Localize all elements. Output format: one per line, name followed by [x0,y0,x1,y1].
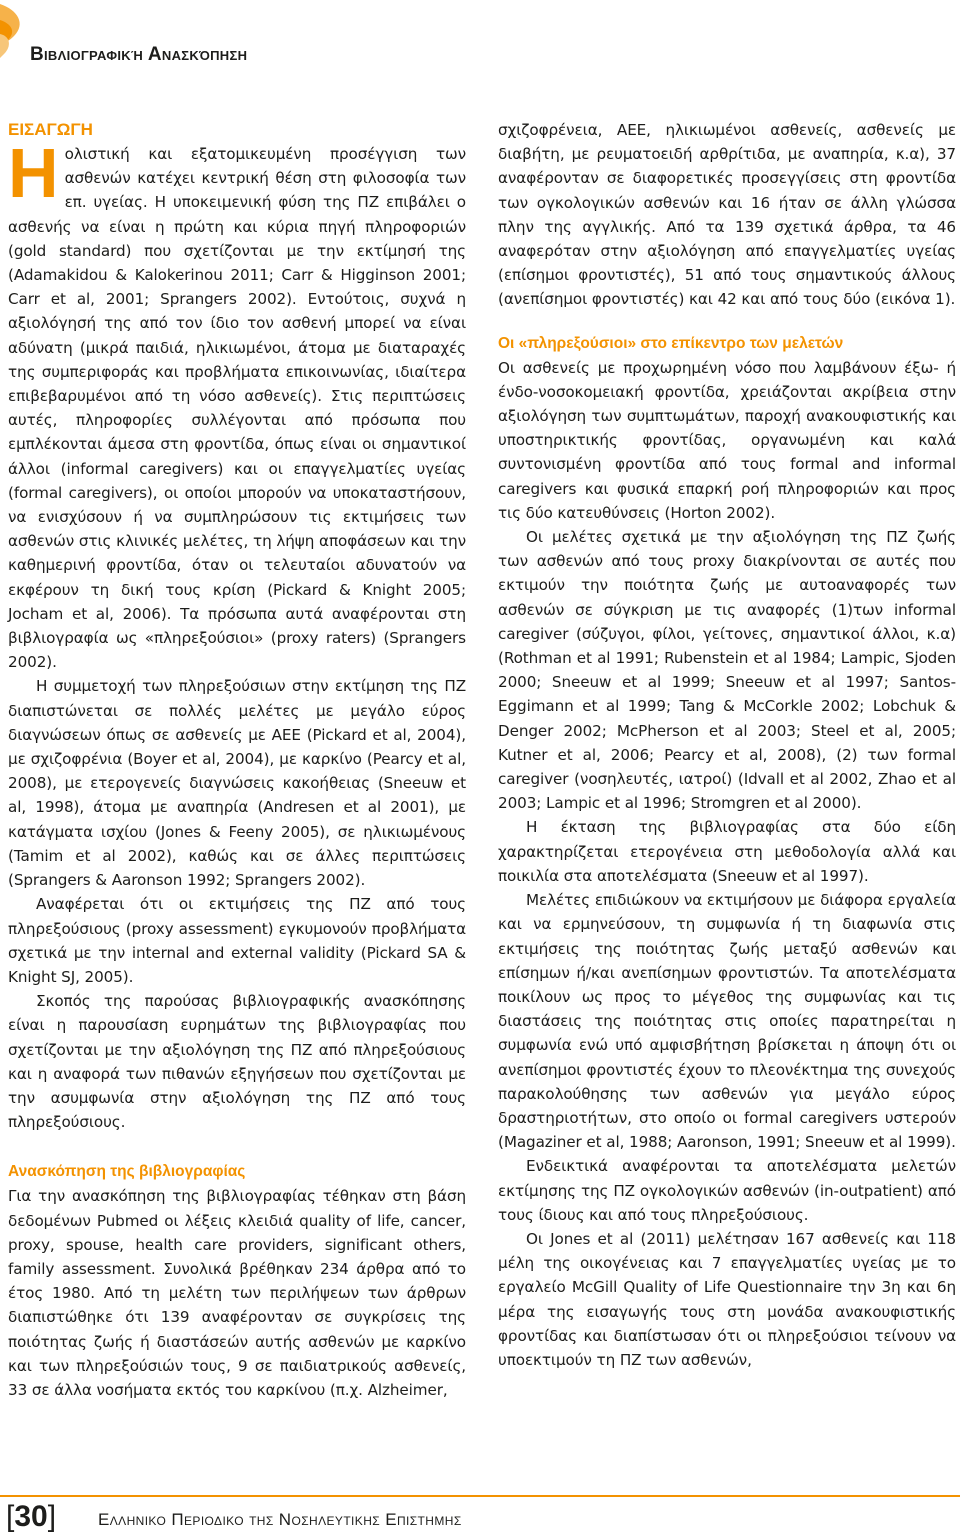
journal-name: Ελληνικο Περιοδικο της Νοσηλευτικης Επιστημης [98,1510,462,1529]
right-column [498,118,956,1372]
intro-heading: ΕΙΣΑΓΩΓΗ [8,120,93,139]
running-head: Βιβλιογραφική Ανασκόπηση [30,44,248,65]
intro-paragraph-3: Αναφέρεται ότι οι εκτιμήσεις της ΠΖ από τους πληρεξούσιους (proxy assessment) εγκυμονούν προβλήματα σχετικά με την internal and external validity (Pickard SA & Knight SJ, 2005). [8,895,466,986]
footer-rule [0,1495,960,1497]
page-number-value: 30 [14,1500,48,1533]
right-paragraph-4: Η έκταση της βιβλιογραφίας στα δύο είδη χαρακτηρίζεται ετερογένεια στη μεθοδολογία αλλά και ποικιλία στα αποτελέσματα (Sneeuw et al 1997). [498,818,956,885]
journal-logo-swirl-icon [0,0,32,60]
intro-paragraph-2: Η συμμετοχή των πληρεξούσιων στην εκτίμηση της ΠΖ διαπιστώνεται σε πολλές μελέτες με μεγάλο εύρος διαγνώσεων όπως σε ασθενείς με ΑΕΕ (Pickard et al, 2004), με σχιζοφρένια (Boyer et al, 2004), με καρκίνο (Pearcy et al, 2008), με ετερογενείς διαγνώσεις κακοήθειας (Sneeuw et al, 1998), άτομα με αναπηρία (Andresen et al 2001), με κατάγματα ισχίου (Jones & Feeny 2005), σε ηλικιωμένους (Tamim et al 2002), καθώς και σε άλλες περιπτώσεις (Sprangers & Aaronson 1992; Sprangers 2002). [8,677,466,890]
page-number: [30] [6,1500,57,1533]
intro-paragraph-4: Σκοπός της παρούσας βιβλιογραφικής ανασκόπησης είναι η παρουσίαση ευρημάτων της βιβλιογραφίας που σχετίζονται με την αξιολόγηση της ΠΖ από πληρεξούσιους και η αναφορά των πιθανών εξηγήσεων που σχετίζονται με την ασυμφωνία στην αξιολόγηση της ΠΖ από τους πληρεξούσιους. [8,992,466,1132]
proxies-heading: Οι «πληρεξούσιοι» στο επίκεντρο των μελετών [498,334,844,352]
right-paragraph-2: Οι ασθενείς με προχωρημένη νόσο που λαμβάνουν έξω- ή ένδο-νοσοκομειακή φροντίδα, χρειάζονται ακρίβεια στην αξιολόγηση των συμπτωμάτων, παροχή ανακουφιστικής και υποστηρικτικής φροντίδας, οργανωμένη και καλά συντονισμένη φροντίδα από τους formal and informal caregivers και φυσικά επαρκή ροή πληροφοριών και προς τις δύο κατευθύνσεις (Horton 2002). [498,358,956,522]
right-paragraph-7: Οι Jones et al (2011) μελέτησαν 167 ασθενείς και 118 μέλη της οικογένειας και 7 επαγγελματίες υγείας με το εργαλείο McGill Quality of Life Questionnaire την 3η και 6η μέρα της εισαγωγής τους στη μονάδα ανακουφιστικής φροντίδας και διαπίστωσαν ότι οι πληρεξούσιοι τείνουν να υποεκτιμούν τη ΠΖ των ασθενών, [498,1229,956,1369]
right-paragraph-1: σχιζοφρένεια, ΑΕΕ, ηλικιωμένοι ασθενείς, ασθενείς με διαβήτη, με ρευματοειδή αρθρίτιδα, με αναπηρία, κ.α), 37 αναφέρονταν σε διαφορετικές προσεγγίσεις στη φροντίδα των ογκολογικών ασθενών και 16 ήταν σε άλλη γλώσσα πλην της αγγλικής. Από τα 139 σχετικά άρθρα, τα 46 αναφερόταν στην αξιολόγηση από επαγγελματίες υγείας (επίσημοι φροντιστές), 51 από τους σημαντικούς άλλους (ανεπίσημοι φροντιστές) και 42 και από τους δύο (εικόνα 1). [498,121,956,309]
review-paragraph: Για την ανασκόπηση της βιβλιογραφίας τέθηκαν στη βάση δεδομένων Pubmed οι λέξεις κλειδιά quality of life, cancer, proxy, spouse, health care providers, significant others, family assessment. Συνολικά βρέθηκαν 234 άρθρα από το έτος 1980. Από τη μελέτη των περιλήψεων των άρθρων διαπιστώθηκε ότι 139 αναφέρονταν σε συγκρίσεις της ποιότητας ζωής ή διαστάσεών αυτής ασθενών με καρκίνο και των πληρεξούσιών τους, 9 σε παιδιατρικούς ασθενείς, 33 σε άλλα νοσήματα εκτός του καρκίνου (π.χ. Alzheimer, [8,1187,466,1399]
intro-paragraph-1: ολιστική και εξατομικευμένη προσέγγιση των ασθενών κατέχει κεντρική θέση στη φιλοσοφία των επ. υγείας. Η υποκειμενική φύση της ΠΖ επιβάλει ο ασθενής να είναι η πρώτη και κύρια πηγή πληροφοριών (gold standard) που σχετίζονται με την εκτίμησή της (Adamakidou & Kalokerinou 2011; Carr & Higginson 2001; Carr et al, 2001; Sprangers 2002). Εντούτοις, συχνά η αξιολόγησή της από τον ίδιο τον ασθενή μπορεί να είναι αδύνατη (μικρά παιδιά, ηλικιωμένοι, άτομα με διαταραχές της συμπεριφοράς και προβλήματα επικοινωνίας, ιδιαίτερα επιβεβαρυμένοι από τη νόσο ασθενείς). Στις περιπτώσεις αυτές, πληροφορίες συλλέγονται από πρόσωπα που εμπλέκονται άμεσα στη φροντίδα, όπως είναι οι σημαντικοί άλλοι (informal caregivers) και οι επαγγελματίες υγείας (formal caregivers), οι οποίοι μπορούν να υποκαταστήσουν, να ενισχύσουν ή να συμπληρώσουν τις εκτιμήσεις των ασθενών στις κλινικές μελέτες, τη λήψη αποφάσεων και την καθημερινή φροντίδα, όταν οι τελευταίοι αδυνατούν να εκφέρουν τη δική τους κρίση (Pickard & Knight 2005; Jocham et al, 2006). Τα πρόσωπα αυτά αναφέρονται στη βιβλιογραφία ως «πληρεξούσιοι» (proxy raters) (Sprangers 2002). [8,145,466,672]
right-paragraph-6: Ενδεικτικά αναφέρονται τα αποτελέσματα μελετών εκτίμησης της ΠΖ ογκολογικών ασθενών (in-outpatient) από τους ίδιους και από τους πληρεξούσιους. [498,1157,956,1224]
left-column [8,118,466,1402]
drop-cap: Η [8,134,59,212]
right-paragraph-3: Οι μελέτες σχετικά με την αξιολόγηση της ΠΖ ζωής των ασθενών από τους proxy διακρίνονται σε αυτές που εκτιμούν την ποιότητα ζωής με αυτοαναφορές των ασθενών σε σύγκριση με τις αναφορές (1)των informal caregiver (σύζυγοι, φίλοι, γείτονες, σημαντικοί άλλοι, κ.α) (Rothman et al 1991; Rubenstein et al 1984; Lampic, Sjoden 2000; Sneeuw et al 1999; Sneeuw et al 1997; Santos-Eggimann et al 1999; Tang & McCorkle 2002; Lobchuk & Denger 2002; McPherson et al 2003; Steel et al, 2005; Kutner et al, 2006; Pearcy et al, 2008), (2) των formal caregiver (νοσηλευτές, ιατροί) (Idvall et al 2002, Zhao et al 2003; Lampic et al 1996; Stromgren et al 2000). [498,528,956,813]
right-paragraph-5: Μελέτες επιδιώκουν να εκτιμήσουν με διάφορα εργαλεία και να ερμηνεύσουν, τη συμφωνία ή τη διαφωνία στις εκτιμήσεις της ποιότητας ζωής μεταξύ ασθενών και επίσημων ή/και ανεπίσημων φροντιστών. Τα αποτελέσματα ποικίλουν ως προς το μέγεθος της συμφωνίας και τις διαστάσεις της ποιότητας στις οποίες παρατηρείται η συμφωνία ενώ υπό αμφισβήτηση βρίσκεται η άποψη ότι οι ανεπίσημοι φροντιστές έχουν το πλεονέκτημα της συνεχούς παρακολούθησης των ασθενών για μεγάλο εύρος δραστηριοτήτων, στο οποίο οι formal caregivers υστερούν (Magaziner et al, 1988; Aaronson, 1991; Sneeuw et al 1999). [498,891,956,1152]
review-heading: Ανασκόπηση της βιβλιογραφίας [8,1163,246,1181]
